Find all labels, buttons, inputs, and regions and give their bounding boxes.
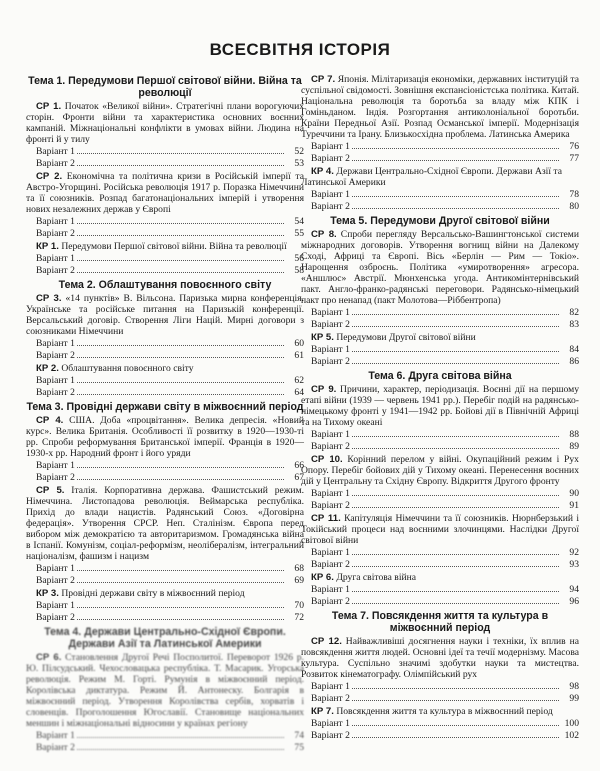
entry-code: СР 11.	[311, 513, 341, 524]
entry-text: Економічна та політична кризи в Російській імперії та Австро-Угорщині. Російська революція 1917 р. Поразка Німеччини та її союзників. Розпад багатонаціональних імперій і утворення нових незалежних держав у Європі	[26, 171, 305, 215]
leader-dots	[352, 148, 559, 149]
page-number: 91	[569, 499, 579, 511]
variant-label: Варіант 1	[36, 375, 75, 386]
variant-row[interactable]	[26, 387, 304, 399]
variant-label: Варіант 2	[36, 349, 75, 361]
page-title: ВСЕСВІТНЯ ІСТОРІЯ	[209, 40, 391, 59]
entry-text: Причини, характер, періодизація. Воєнні дії на першому етапі війни (1939 — червень 1941 рр.). Перебіг подій на радянсько-німецькому фронті у 1941—1942 рр. Бойові дії в Північній Африці та на Тихому океані	[301, 384, 579, 428]
variant-row[interactable]	[26, 730, 304, 742]
page-number: 92	[569, 547, 579, 558]
variant-label: Варіант 1	[311, 189, 350, 200]
kr-entry[interactable]	[26, 363, 304, 374]
leader-dots	[352, 363, 559, 364]
topic-section	[301, 74, 579, 212]
variant-row[interactable]	[301, 559, 579, 571]
variant-label: Варіант 1	[311, 584, 350, 595]
page-number: 82	[569, 307, 579, 318]
leader-dots	[77, 382, 284, 383]
page-number: 78	[569, 189, 579, 200]
variant-label: Варіант 2	[311, 499, 350, 511]
variant-row[interactable]	[26, 338, 304, 350]
kr-entry[interactable]	[301, 706, 579, 717]
page-number: 62	[294, 375, 304, 386]
page-number: 72	[294, 611, 304, 623]
variant-label: Варіант 2	[311, 318, 350, 330]
variant-row[interactable]	[301, 718, 579, 730]
leader-dots	[77, 165, 284, 166]
entry-text: Італія. Корпоративна держава. Фашистський режим. Німеччина. Листопадова революція. Веймарська республіка. Прихід до влади нацистів. Радянський Союз. «Договірна федерація». Утворення СРСР. Неп. Сталінізм. Європа перед вибором між демократією та авторитаризмом. Громадянська війна в Іспанії. Комунізм, соціал-реформізм, неолібералізм, інтегральний націоналізм, фашизм і нацизм	[26, 485, 304, 562]
entry-code: СР 12.	[311, 636, 342, 647]
entry-code: СР 1.	[36, 101, 62, 112]
variant-row[interactable]	[301, 547, 579, 559]
variant-row[interactable]	[26, 612, 304, 624]
variant-row[interactable]	[26, 146, 304, 158]
leader-dots	[352, 507, 559, 508]
variant-row[interactable]	[301, 596, 579, 608]
leader-dots	[352, 326, 559, 327]
variant-label: Варіант 1	[311, 307, 350, 318]
variant-label: Варіант 2	[311, 595, 350, 607]
leader-dots	[352, 554, 559, 555]
leader-dots	[77, 479, 284, 480]
page-number: 52	[294, 146, 304, 157]
page-number: 98	[569, 681, 579, 692]
page-number: 77	[569, 152, 579, 164]
leader-dots	[352, 725, 559, 726]
sr-entry[interactable]	[26, 652, 304, 729]
kr-entry[interactable]	[301, 166, 579, 188]
leader-dots	[77, 619, 284, 620]
variant-row[interactable]	[26, 460, 304, 472]
variant-row[interactable]	[301, 488, 579, 500]
entry-code: СР 6.	[36, 652, 62, 663]
page-number: 69	[294, 574, 304, 586]
sr-entry[interactable]	[26, 415, 304, 459]
entry-code: СР 4.	[36, 415, 64, 426]
topic-section	[26, 75, 304, 276]
entry-code: СР 5.	[36, 485, 65, 496]
variant-label: Варіант 2	[36, 227, 75, 239]
page-number: 93	[569, 558, 579, 570]
topic-section	[26, 401, 304, 623]
variant-row[interactable]	[301, 356, 579, 368]
variant-label: Варіант 2	[311, 440, 350, 452]
variant-row[interactable]	[301, 441, 579, 453]
sr-entry[interactable]	[26, 485, 304, 562]
leader-dots	[77, 223, 284, 224]
page-number: 60	[294, 338, 304, 349]
variant-label: Варіант 2	[36, 471, 75, 483]
leader-dots	[352, 314, 559, 315]
topic-section	[26, 626, 304, 753]
variant-row[interactable]	[301, 681, 579, 693]
leader-dots	[77, 235, 284, 236]
entry-text: Японія. Мілітаризація економіки, державних інституцій та суспільної свідомості. Зовнішня експансіоністська політика. Китай. Національна революція та боротьба за владу між КПК і Гоміньданом. Індія. Розгортання антиколоніальної боротьби. Країни Передньої Азії. Розпад Османської імперії. Модернізація Туреччини та Ірану. Близькосхідна проблема. Латинська Америка	[301, 74, 579, 140]
sr-entry[interactable]	[301, 513, 579, 546]
page-number: 100	[564, 718, 579, 729]
variant-label: Варіант 2	[311, 558, 350, 570]
sr-entry[interactable]	[26, 171, 304, 215]
entry-text: Найважливіші досягнення науки і техніки, їх вплив на повсякдення життя людей. Основні ідеї та течії модернізму. Масова культура. Суспільно значимі здобутки науки та мистецтва. Розвиток кінематографу. Олімпійський рух	[301, 636, 579, 680]
topic-heading: Тема 5. Передумови Другої світової війни	[330, 215, 550, 227]
sr-entry[interactable]	[301, 229, 579, 306]
kr-entry[interactable]	[301, 572, 579, 583]
topic-heading: Тема 6. Друга світова війна	[368, 370, 512, 382]
leader-dots	[77, 394, 284, 395]
page-number: 90	[569, 488, 579, 499]
entry-code: КР 6.	[311, 572, 334, 583]
sr-entry[interactable]	[301, 454, 579, 487]
variant-label: Варіант 2	[311, 200, 350, 212]
variant-label: Варіант 2	[36, 741, 75, 753]
page-number: 99	[569, 692, 579, 704]
page-number: 70	[294, 600, 304, 611]
variant-row[interactable]	[26, 742, 304, 754]
leader-dots	[352, 436, 559, 437]
variant-row[interactable]	[26, 375, 304, 387]
leader-dots	[77, 345, 284, 346]
variant-label: Варіант 1	[311, 718, 350, 729]
variant-label: Варіант 1	[311, 429, 350, 440]
entry-text: Капітуляція Німеччини та її союзників. Нюрнберзький і Токійський процеси над воєнними злочинцями. Наслідки Другої світової війни	[301, 513, 579, 546]
kr-entry[interactable]	[301, 332, 579, 343]
variant-label: Варіант 1	[36, 216, 75, 227]
entry-text: Спроби перегляду Версальсько-Вашингтонської системи міжнародних договорів. Утворення вогнищ війни на Далекому Сході, Африці та Європі. Вісь «Берлін — Рим — Токіо». Нарощення озброєнь. Політика «умиротворення» агресора. «Аншлюс» Австрії. Мюнхенська угода. Антикомінтернівський пакт. Англо-франко-радянські переговори. Радянсько-німецький пакт про ненапад (пакт Молотова—Ріббентропа)	[301, 229, 579, 306]
entry-text: Передумови Першої світової війни. Війна та революції	[58, 241, 287, 252]
page-number: 86	[569, 355, 579, 367]
sr-entry[interactable]	[301, 636, 579, 680]
page-number: 64	[294, 386, 304, 398]
variant-label: Варіант 2	[36, 574, 75, 586]
leader-dots	[352, 737, 559, 738]
leader-dots	[77, 467, 284, 468]
variant-label: Варіант 1	[311, 681, 350, 692]
page-number: 94	[569, 584, 579, 595]
leader-dots	[352, 160, 559, 161]
variant-label: Варіант 1	[311, 488, 350, 499]
page-number: 55	[294, 227, 304, 239]
variant-row[interactable]	[301, 584, 579, 596]
variant-row[interactable]	[26, 158, 304, 170]
entry-text: Передумови Другої світової війни	[333, 332, 476, 343]
entry-code: СР 10.	[311, 454, 343, 465]
entry-code: КР 4.	[311, 166, 334, 177]
page-number: 102	[564, 729, 579, 741]
variant-label: Варіант 1	[36, 460, 75, 471]
topic-section	[301, 370, 579, 607]
variant-row[interactable]	[26, 216, 304, 228]
leader-dots	[77, 272, 284, 273]
topic-heading: Тема 2. Облаштування повоєнного світу	[58, 279, 272, 291]
leader-dots	[352, 566, 559, 567]
entry-code: СР 7.	[311, 74, 336, 85]
kr-entry[interactable]	[26, 588, 304, 599]
leader-dots	[77, 260, 284, 261]
leader-dots	[352, 603, 559, 604]
left-column	[26, 72, 304, 753]
leader-dots	[352, 196, 559, 197]
sr-entry[interactable]	[301, 74, 579, 140]
topic-heading: Тема 3. Провідні держави світу в міжвоєнний період	[26, 401, 304, 413]
variant-row[interactable]	[26, 265, 304, 277]
page-number: 84	[569, 344, 579, 355]
variant-label: Варіант 2	[311, 729, 350, 741]
entry-code: СР 3.	[36, 293, 62, 304]
variant-row[interactable]	[301, 307, 579, 319]
variant-label: Варіант 1	[36, 563, 75, 574]
entry-text: Облаштування повоєнного світу	[58, 363, 194, 374]
variant-label: Варіант 1	[311, 344, 350, 355]
entry-code: КР 3.	[36, 588, 59, 599]
entry-text: Держави Центрально-Східної Європи. Держави Азії та Латинської Америки	[301, 166, 562, 188]
variant-row[interactable]	[301, 429, 579, 441]
leader-dots	[77, 357, 284, 358]
page-number: 96	[569, 595, 579, 607]
variant-label: Варіант 1	[36, 146, 75, 157]
kr-entry[interactable]	[26, 241, 304, 252]
entry-code: СР 8.	[311, 229, 337, 240]
entry-code: СР 2.	[36, 171, 63, 182]
leader-dots	[352, 448, 559, 449]
topic-heading: Тема 4. Держави Центрально-Східної Європи. Держави Азії та Латинської Америки	[44, 626, 286, 650]
topic-section	[301, 215, 579, 367]
sr-entry[interactable]	[301, 384, 579, 428]
entry-code: КР 7.	[311, 706, 334, 717]
right-column	[301, 72, 579, 741]
variant-label: Варіант 2	[311, 355, 350, 367]
variant-label: Варіант 2	[311, 152, 350, 164]
variant-row[interactable]	[301, 153, 579, 165]
leader-dots	[77, 737, 284, 738]
page-number: 83	[569, 318, 579, 330]
variant-label: Варіант 2	[311, 692, 350, 704]
variant-row[interactable]	[301, 693, 579, 705]
sr-entry[interactable]	[26, 101, 304, 145]
entry-text: Провідні держави світу в міжвоєнний період	[58, 588, 245, 599]
variant-label: Варіант 2	[36, 157, 75, 169]
entry-text: США. Доба «процвітання». Велика депресія. «Новий курс». Велика Британія. Особливості її розвитку в 1920—1930-ті рр. Спроби реформування Британської імперії. Франція в 1920—1930-х рр. Народний фронт і його уряди	[26, 415, 304, 459]
variant-label: Варіант 1	[36, 253, 75, 264]
page-number: 80	[569, 200, 579, 212]
entry-code: КР 2.	[36, 363, 59, 374]
variant-label: Варіант 2	[36, 611, 75, 623]
page-number: 58	[294, 264, 304, 276]
variant-row[interactable]	[26, 472, 304, 484]
page-number: 89	[569, 440, 579, 452]
page-number: 88	[569, 429, 579, 440]
page-number: 76	[569, 141, 579, 152]
variant-label: Варіант 2	[36, 386, 75, 398]
entry-text: Початок «Великої війни». Стратегічні плани ворогуючих сторін. Фронти війни та характеристика основних воєнних кампаній. Міжнаціональні конфлікти в умовах війни. Людина на фронті й у тилу	[26, 101, 304, 145]
entry-text: Корінний перелом у війні. Окупаційний режим і Рух Опору. Перебіг бойових дій у Тихому океані. Перенесення воєнних дій у Центральну та Східну Європу. Відкриття Другого фронту	[301, 454, 579, 487]
page-number: 53	[294, 157, 304, 169]
topic-section	[26, 279, 304, 398]
leader-dots	[77, 582, 284, 583]
page-number: 54	[294, 216, 304, 227]
variant-row[interactable]	[26, 253, 304, 265]
variant-row[interactable]	[301, 141, 579, 153]
leader-dots	[77, 607, 284, 608]
variant-row[interactable]	[301, 189, 579, 201]
entry-code: КР 1.	[36, 241, 59, 252]
topic-heading: Тема 7. Повсякдення життя та культура в міжвоєнний період	[331, 610, 549, 634]
leader-dots	[352, 208, 559, 209]
variant-row[interactable]	[301, 201, 579, 213]
leader-dots	[352, 351, 559, 352]
variant-label: Варіант 1	[36, 730, 75, 741]
variant-row[interactable]	[301, 730, 579, 742]
page-number: 74	[294, 730, 304, 741]
topic-section	[301, 610, 579, 741]
variant-label: Варіант 1	[311, 547, 350, 558]
entry-text: «14 пунктів» В. Вільсона. Паризька мирна конференція. Українське та російське питання на Паризькій конференції. Версальський договір. Створення Ліги Націй. Мирні договори з союзниками Німеччини	[26, 293, 304, 337]
page-number: 67	[294, 471, 304, 483]
variant-row[interactable]	[26, 228, 304, 240]
entry-text: Друга світова війна	[333, 572, 417, 583]
page-number: 56	[294, 253, 304, 264]
variant-row[interactable]	[26, 600, 304, 612]
variant-row[interactable]	[26, 575, 304, 587]
entry-text: Становлення Другої Речі Посполитої. Переворот 1926 р. Ю. Пілсудський. Чехословацька республіка. Т. Масарик. Угорська революція. Режим М. Горті. Румунія в міжвоєнний період. Королівська диктатура. Режим Й. Антонеску. Болгарія в міжвоєнний період. Утворення Королівства сербів, хорватів і словенців. Проголошення Югославії. Становище національних меншин і міжнаціональні відносини у країнах регіону	[26, 652, 304, 729]
variant-label: Варіант 1	[311, 141, 350, 152]
leader-dots	[352, 688, 559, 689]
leader-dots	[77, 570, 284, 571]
variant-row[interactable]	[301, 500, 579, 512]
page-number: 61	[294, 349, 304, 361]
leader-dots	[352, 591, 559, 592]
page-number: 68	[294, 563, 304, 574]
entry-text: Повсякдення життя та культура в міжвоєнний період	[333, 706, 553, 717]
topic-heading: Тема 1. Передумови Першої світової війни. Війна та революції	[28, 75, 302, 99]
leader-dots	[352, 700, 559, 701]
page-number: 66	[294, 460, 304, 471]
variant-row[interactable]	[301, 344, 579, 356]
variant-row[interactable]	[26, 350, 304, 362]
variant-label: Варіант 2	[36, 264, 75, 276]
variant-label: Варіант 1	[36, 338, 75, 349]
variant-row[interactable]	[301, 319, 579, 331]
leader-dots	[352, 495, 559, 496]
entry-code: СР 9.	[311, 384, 337, 395]
leader-dots	[77, 749, 284, 750]
entry-code: КР 5.	[311, 332, 334, 343]
leader-dots	[77, 153, 284, 154]
variant-row[interactable]	[26, 563, 304, 575]
page-number: 75	[294, 741, 304, 753]
variant-label: Варіант 1	[36, 600, 75, 611]
sr-entry[interactable]	[26, 293, 304, 337]
